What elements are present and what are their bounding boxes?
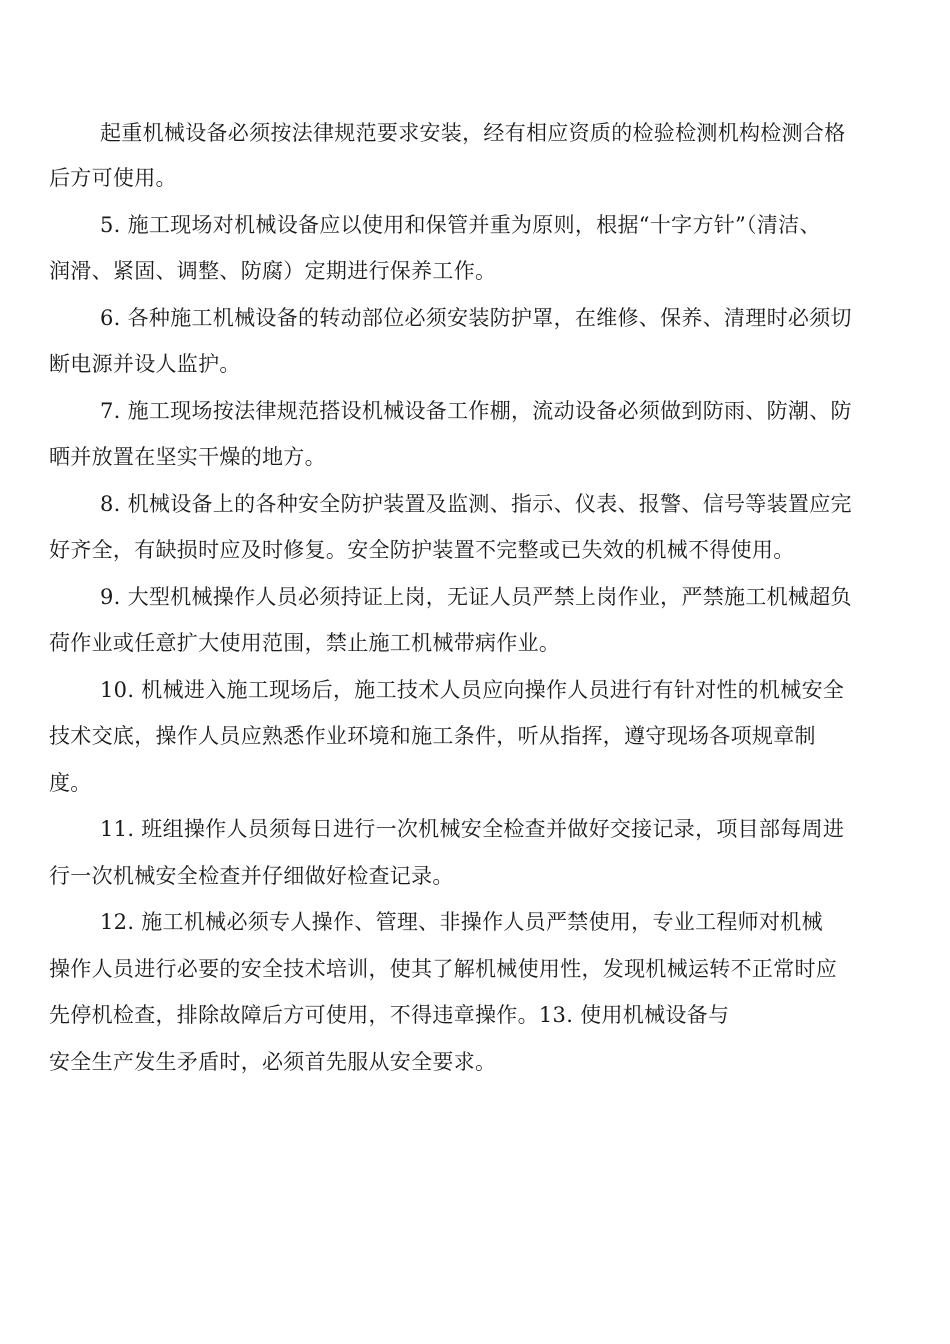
text-line: 12. 施工机械必须专人操作、管理、非操作人员严禁使用，专业工程师对机械 — [100, 910, 823, 934]
text-line: 好齐全，有缺损时应及时修复。安全防护装置不完整或已失效的机械不得使用。 — [49, 538, 795, 562]
text-line: 9. 大型机械操作人员必须持证上岗，无证人员严禁上岗作业，严禁施工机械超负 — [100, 585, 852, 609]
text-line: 润滑、紧固、调整、防腐）定期进行保养工作。 — [49, 259, 497, 283]
text-line: 8. 机械设备上的各种安全防护装置及监测、指示、仪表、报警、信号等装置应完 — [100, 492, 852, 516]
text-line: 荷作业或任意扩大使用范围，禁止施工机械带病作业。 — [49, 631, 561, 655]
text-line: 晒并放置在坚实干燥的地方。 — [49, 445, 326, 469]
text-line: 6. 各种施工机械设备的转动部位必须安装防护罩，在维修、保养、清理时必须切 — [100, 306, 852, 330]
text-line: 安全生产发生矛盾时，必须首先服从安全要求。 — [49, 1050, 497, 1074]
text-line: 操作人员进行必要的安全技术培训，使其了解机械使用性，发现机械运转不正常时应 — [49, 957, 838, 981]
text-line: 度。 — [49, 771, 92, 795]
text-line: 11. 班组操作人员须每日进行一次机械安全检查并做好交接记录，项目部每周进 — [100, 817, 845, 841]
text-line: 技术交底，操作人员应熟悉作业环境和施工条件，听从指挥，遵守现场各项规章制 — [49, 724, 816, 748]
text-line: 10. 机械进入施工现场后，施工技术人员应向操作人员进行有针对性的机械安全 — [100, 678, 845, 702]
text-line: 行一次机械安全检查并仔细做好检查记录。 — [49, 864, 454, 888]
text-line: 7. 施工现场按法律规范搭设机械设备工作棚，流动设备必须做到防雨、防潮、防 — [100, 399, 852, 423]
text-line: 断电源并设人监护。 — [49, 352, 241, 376]
text-line: 后方可使用。 — [49, 166, 177, 190]
text-line: 5. 施工现场对机械设备应以使用和保管并重为原则，根据“十字方针”（清洁、 — [100, 213, 821, 237]
text-line: 起重机械设备必须按法律规范要求安装，经有相应资质的检验检测机构检测合格 — [100, 121, 846, 145]
text-line: 先停机检查，排除故障后方可使用，不得违章操作。13. 使用机械设备与 — [49, 1003, 730, 1027]
